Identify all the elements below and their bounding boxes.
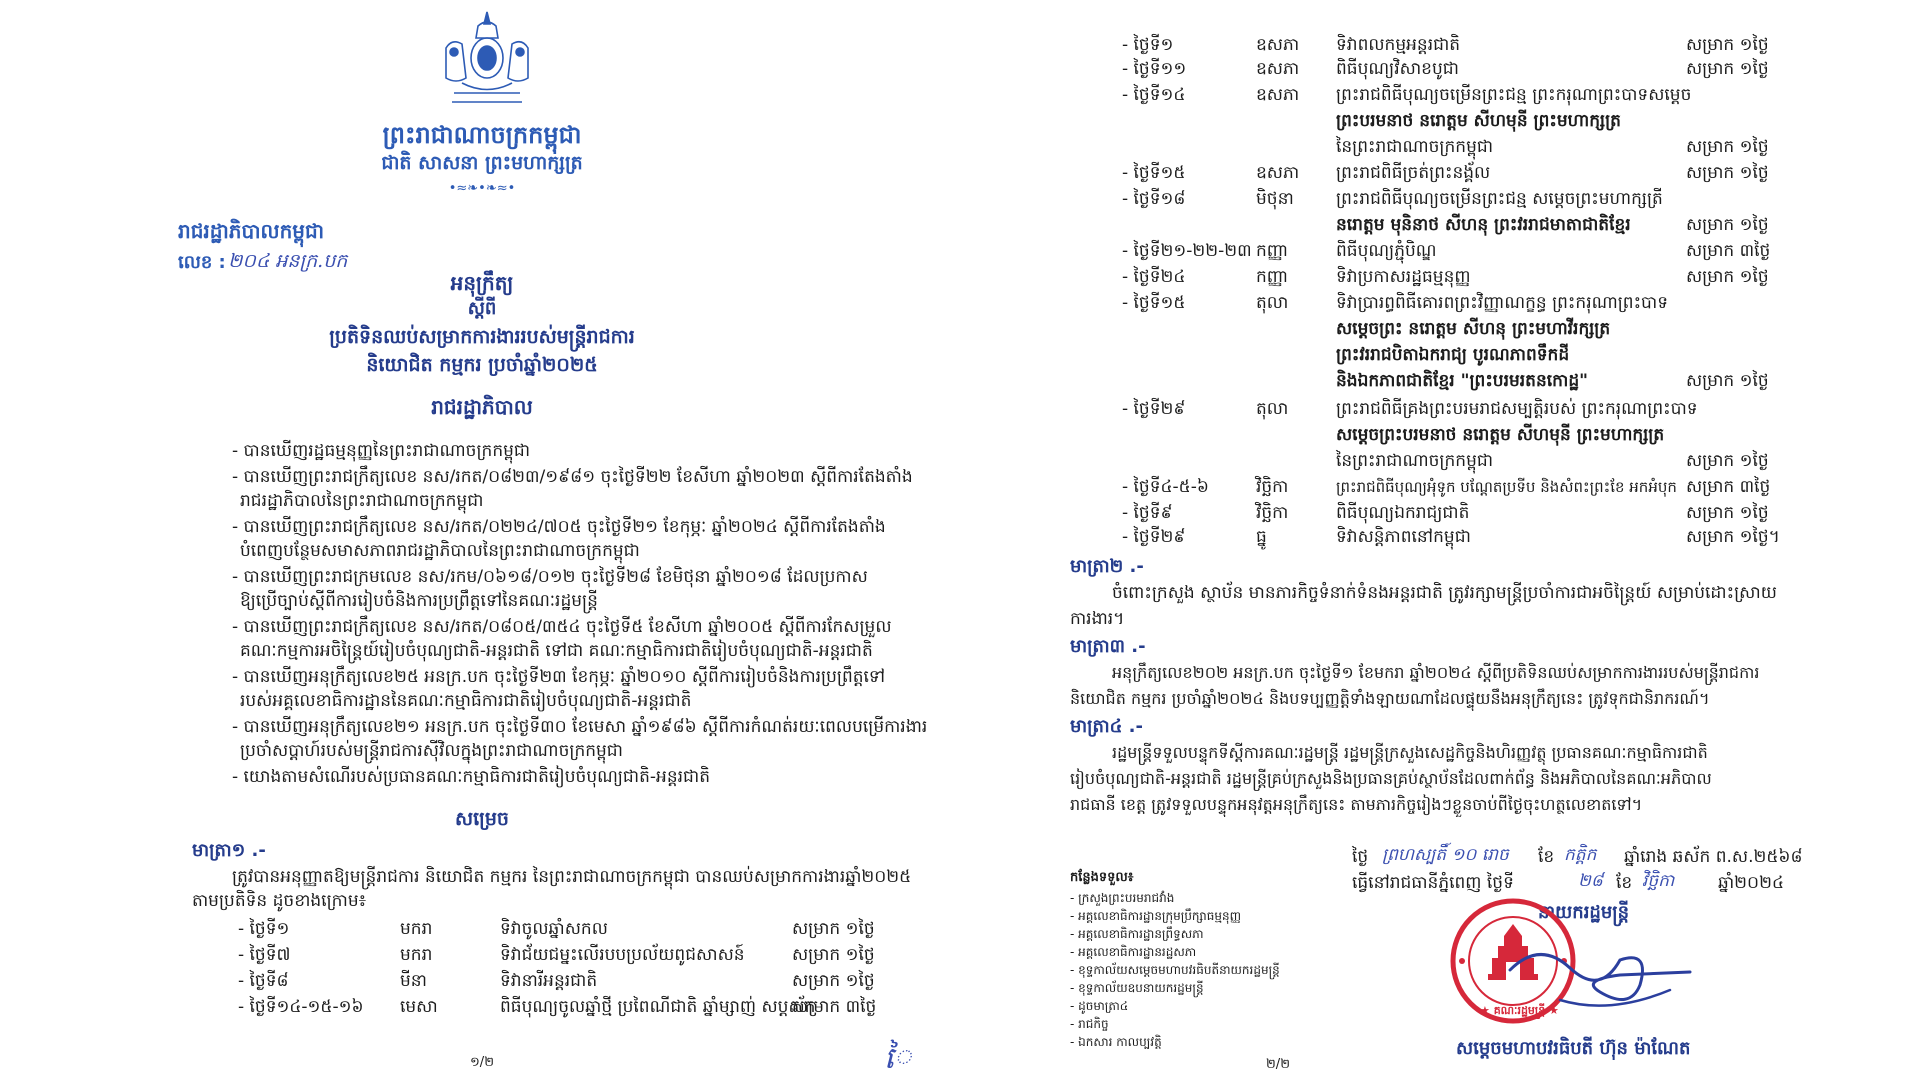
holiday-rest-days: សម្រាក ១ថ្ងៃ [1686,137,1769,157]
handwritten-initial: ៃ [884,1041,912,1076]
preamble-line: ប្រចាំសប្តាហ៍របស់មន្ត្រីរាជការស៊ីវិលក្នុងព្រះរាជាណាចក្រកម្ពុជា [240,741,623,761]
article-4-text: រដ្ឋមន្ត្រីទទួលបន្ទុកទីស្តីការគណៈរដ្ឋមន្ត្រី រដ្ឋមន្ត្រីក្រសួងសេដ្ឋកិច្ចនិងហិរញ្ញវត្ថុ ប្រធានគណៈកម្មាធិការជាតិ [1112,743,1708,762]
holiday-rest-days: សម្រាក ១ថ្ងៃ [1686,163,1769,183]
holiday-name: ទិវាចូលឆ្នាំសកល [500,919,608,939]
article-3-text: និយោជិត កម្មករ ប្រចាំឆ្នាំ២០២៤ និងបទប្បញ្ញត្តិទាំងឡាយណាដែលផ្ទុយនឹងអនុក្រឹត្យនេះ ត្រូវទុកជានិរាករណ៍។ [1070,689,1710,708]
recipient-item: - ខុទ្ទកាល័យសម្តេចមហាបវរធិបតីនាយករដ្ឋមន្ត្រី [1070,963,1280,977]
holiday-day: - ថ្ងៃទី២១-២២-២៣ [1122,241,1252,261]
recipient-item: - ក្រសួងព្រះបរមរាជវាំង [1070,891,1175,905]
holiday-day: - ថ្ងៃទី១៥ [1122,293,1186,313]
date-prefix: ថ្ងៃ [1352,847,1369,867]
holiday-rest-days: សម្រាក ១ថ្ងៃ [792,971,875,991]
preamble-line: - បានឃើញរដ្ឋធម្មនុញ្ញនៃព្រះរាជាណាចក្រកម្ពុជា [232,441,531,461]
holiday-name: ទិវាសន្តិភាពនៅកម្ពុជា [1336,527,1471,547]
holiday-month: ឧសភា [1256,59,1300,79]
article-3-text: អនុក្រឹត្យលេខ២០២ អនក្រ.បក ចុះថ្ងៃទី១ ខែមករា ឆ្នាំ២០២៤ ស្តីពីប្រតិទិនឈប់សម្រាកការងាររបស់មន្ត្រីរាជការ [1112,663,1760,682]
holiday-day: - ថ្ងៃទី២៩ [1122,527,1186,547]
holiday-day: - ថ្ងៃទី១ [1122,35,1174,55]
holiday-name: ទិវាប្រកាសរដ្ឋធម្មនុញ្ញ [1336,267,1471,287]
seal-caption: ★ គណៈរដ្ឋមន្ត្រី ★ [1480,1004,1559,1017]
article-3-title: មាត្រា៣ .- [1070,636,1146,657]
preamble-line: - បានឃើញព្រះរាជក្រឹត្យលេខ នស/រកត/០២២៤/៧០៥ ចុះថ្ងៃទី២១ ខែកុម្ភៈ ឆ្នាំ២០២៤ ស្តីពីការតែងតាំង [232,517,886,537]
decree-subject-line2: និយោជិត កម្មករ ប្រចាំឆ្នាំ២០២៥ [366,354,598,376]
article-4-text: រាជធានី ខេត្ត ត្រូវទទួលបន្ទុកអនុវត្តអនុក្រឹត្យនេះ តាមភារកិច្ចរៀងៗខ្លួនចាប់ពីថ្ងៃចុះហត្ថលេខាតទៅ។ [1070,795,1643,814]
document-number-value: ២០៤ អនក្រ.បក [228,250,348,272]
holiday-name: នរោត្តម មុនិនាថ សីហនុ ព្រះវររាជមាតាជាតិខ្មែរ [1336,215,1631,235]
holiday-name: ព្រះបរមនាថ នរោត្តម សីហមុនី ព្រះមហាក្សត្រ [1336,111,1621,131]
holiday-name: សម្តេចព្រះ នរោត្តម សីហនុ ព្រះមហាវីរក្សត្រ [1336,319,1611,339]
holiday-rest-days: សម្រាក ១ថ្ងៃ [1686,451,1769,471]
holiday-month: តុលា [1256,399,1289,419]
holiday-month: តុលា [1256,293,1289,313]
document-page-2 [1030,0,1920,1080]
holiday-day: - ថ្ងៃទី២៤ [1122,267,1186,287]
holiday-name: ពិធីបុណ្យវិសាខបូជា [1336,59,1459,79]
royal-coat-of-arms-icon [432,8,542,108]
holiday-name: សម្តេចព្រះបរមនាថ នរោត្តម សីហមុនី ព្រះមហាក្សត្រ [1336,425,1665,445]
holiday-name: ទិវាពលកម្មអន្តរជាតិ [1336,35,1461,55]
document-number-label: លេខ : [178,252,226,273]
holiday-name: ព្រះរាជពិធីបុណ្យចម្រើនព្រះជន្ម សម្តេចព្រះមហាក្សត្រី [1336,189,1663,209]
gregorian-year: ឆ្នាំ២០២៤ [1718,873,1784,893]
holiday-rest-days: សម្រាក ១ថ្ងៃ [1686,59,1769,79]
article-2-text: ចំពោះក្រសួង ស្ថាប័ន មានភារកិច្ចទំនាក់ទំនងអន្តរជាតិ ត្រូវរក្សាមន្ត្រីប្រចាំការជាអចិន្ត្រៃយ៍ សម្រាប់ដោះស្រាយ [1112,583,1777,603]
preamble-line: បំពេញបន្ថែមសមាសភាពរាជរដ្ឋាភិបាលនៃព្រះរាជាណាចក្រកម្ពុជា [240,541,640,561]
holiday-month: ធ្នូ [1256,527,1267,547]
holiday-rest-days: សម្រាក ១ថ្ងៃ [792,945,875,965]
holiday-name: ទិវានារីអន្តរជាតិ [500,971,598,991]
holiday-rest-days: សម្រាក ១ថ្ងៃ [792,919,875,939]
holiday-name: ពិធីបុណ្យឯករាជ្យជាតិ [1336,503,1470,523]
holiday-month: ឧសភា [1256,85,1300,105]
decides-heading: សម្រេច [455,808,509,830]
handwritten-day: ២៨ [1578,871,1603,891]
prime-minister-signature [1500,930,1700,1020]
preamble-line: របស់អគ្គលេខាធិការដ្ឋាននៃគណៈកម្មាធិការជាតិរៀបចំបុណ្យជាតិ-អន្តរជាតិ [240,691,692,711]
article-2-text: ការងារ។ [1070,609,1125,629]
place-date-prefix: ធ្វើនៅរាជធានីភ្នំពេញ ថ្ងៃទី [1352,873,1514,893]
recipient-item: - ខុទ្ទកាល័យឧបនាយករដ្ឋមន្ត្រី [1070,981,1204,995]
holiday-day: - ថ្ងៃទី១ [238,919,290,939]
lunar-year: ឆ្នាំរោង ឆស័ក ព.ស.២៥៦៨ [1624,847,1803,867]
article-4-text: រៀបចំបុណ្យជាតិ-អន្តរជាតិ រដ្ឋមន្ត្រីគ្រប់ក្រសួងនិងប្រធានគ្រប់ស្ថាប័នដែលពាក់ព័ន្ធ និងអភិបាលនៃគណៈអភិបាល [1070,769,1712,788]
holiday-name: នៃព្រះរាជាណាចក្រកម្ពុជា [1336,451,1494,471]
article-1-text: ត្រូវបានអនុញ្ញាតឱ្យមន្ត្រីរាជការ និយោជិត កម្មករ នៃព្រះរាជាណាចក្រកម្ពុជា បានឈប់សម្រាកការងារឆ្នាំ២០២៥ [232,867,912,887]
holiday-rest-days: សម្រាក ១ថ្ងៃ [1686,371,1769,391]
holiday-month: កញ្ញា [1256,267,1289,287]
decree-title: អនុក្រឹត្យ [450,271,514,295]
recipient-item: - ដូចមាត្រា៤ [1070,999,1129,1013]
holiday-month: វិច្ឆិកា [1256,503,1289,523]
holiday-name: ពិធីបុណ្យចូលឆ្នាំថ្មី ប្រពៃណីជាតិ ឆ្នាំម្សាញ់ សប្តស័ក [500,997,816,1017]
holiday-rest-days: សម្រាក ១ថ្ងៃ [1686,215,1769,235]
holiday-rest-days: សម្រាក ១ថ្ងៃ [1686,267,1769,287]
holiday-day: - ថ្ងៃទី៨ [238,971,289,991]
holiday-day: - ថ្ងៃទី១៥ [1122,163,1186,183]
page-number: ១/២ [469,1055,495,1070]
article-1-title: មាត្រា១ .- [192,840,266,861]
holiday-day: - ថ្ងៃទី១៤-១៥-១៦ [238,997,364,1017]
preamble-line: ឱ្យប្រើច្បាប់ស្តីពីការរៀបចំនិងការប្រព្រឹត្តទៅនៃគណៈរដ្ឋមន្ត្រី [240,591,598,611]
holiday-rest-days: សម្រាក ១ថ្ងៃ។ [1686,527,1780,547]
holiday-month: មិថុនា [1256,189,1294,209]
holiday-month: ឧសភា [1256,163,1300,183]
national-motto: ជាតិ សាសនា ព្រះមហាក្សត្រ [381,152,583,174]
preamble-line: - យោងតាមសំណើរបស់ប្រធានគណៈកម្មាធិការជាតិរៀបចំបុណ្យជាតិ-អន្តរជាតិ [232,767,710,787]
decree-title-on: ស្តីពី [467,298,497,319]
preamble-line: - បានឃើញព្រះរាជក្រឹត្យលេខ នស/រកត/០៨០៥/៣៥៤ ចុះថ្ងៃទី៥ ខែសីហា ឆ្នាំ២០០៥ ស្តីពីការកែសម្រួល [232,617,892,637]
government-name: រាជរដ្ឋាភិបាលកម្ពុជា [178,219,324,243]
recipient-item: - អគ្គលេខាធិការដ្ឋានក្រុមប្រឹក្សាធម្មនុញ្ញ [1070,909,1242,923]
recipient-item: - រាជកិច្ច [1070,1017,1109,1031]
handwritten-date: ព្រហស្បតិ៍ ១០ រោច [1382,845,1509,865]
kingdom-heading: ព្រះរាជាណាចក្រកម្ពុជា [382,121,582,149]
preamble-line: រាជរដ្ឋាភិបាលនៃព្រះរាជាណាចក្រកម្ពុជា [240,491,484,511]
holiday-name: ទិវាជ័យជម្នះលើរបបប្រល័យពូជសាសន៍ [500,945,745,965]
handwritten-month: កត្តិក [1564,845,1597,865]
holiday-month: មករា [400,945,433,965]
holiday-day: - ថ្ងៃទី១១ [1122,59,1187,79]
page-number: ២/២ [1265,1057,1291,1072]
holiday-name: ពិធីបុណ្យភ្ជុំបិណ្ឌ [1336,241,1437,261]
holiday-rest-days: សម្រាក ៣ថ្ងៃ [1686,241,1771,261]
holiday-name: ព្រះរាជពិធីច្រត់ព្រះនង្គ័ល [1336,163,1491,183]
holiday-month: មករា [400,919,433,939]
recipient-item: - អគ្គលេខាធិការដ្ឋានព្រឹទ្ធសភា [1070,927,1204,941]
recipient-item: - អគ្គលេខាធិការដ្ឋានរដ្ឋសភា [1070,945,1197,959]
holiday-name: នៃព្រះរាជាណាចក្រកម្ពុជា [1336,137,1494,157]
holiday-rest-days: សម្រាក ៣ថ្ងៃ [1686,477,1771,497]
holiday-name: ព្រះរាជពិធីបុណ្យចម្រើនព្រះជន្ម ព្រះករុណាព្រះបាទសម្តេច [1336,85,1692,105]
recipients-title: កន្លែងទទួល៖ [1070,870,1134,885]
preamble-line: គណៈកម្មការអចិន្ត្រៃយ៍រៀបចំបុណ្យជាតិ-អន្តរជាតិ ទៅជា គណៈកម្មាធិការជាតិរៀបចំបុណ្យជាតិ-អន្តរជាតិ [240,641,873,661]
article-2-title: មាត្រា២ .- [1070,556,1144,577]
holiday-month: មេសា [400,997,438,1017]
holiday-day: - ថ្ងៃទី២៩ [1122,399,1186,419]
preamble-line: - បានឃើញអនុក្រឹត្យលេខ២៥ អនក្រ.បក ចុះថ្ងៃទី២៣ ខែកុម្ភៈ ឆ្នាំ២០១០ ស្តីពីការរៀបចំនិងការប្រព្រឹត្តទៅ [232,667,886,687]
holiday-month: វិច្ឆិកា [1256,477,1289,497]
holiday-day: - ថ្ងៃទី៤-៥-៦ [1122,477,1209,497]
holiday-rest-days: សម្រាក ១ថ្ងៃ [1686,503,1769,523]
holiday-name: ព្រះវររាជបិតាឯករាជ្យ បូរណភាពទឹកដី [1336,345,1570,365]
holiday-day: - ថ្ងៃទី៩ [1122,503,1173,523]
preamble-line: - បានឃើញព្រះរាជក្រឹត្យលេខ នស/រកត/០៨២៣/១៩៨១ ចុះថ្ងៃទី២២ ខែសីហា ឆ្នាំ២០២៣ ស្តីពីការតែងតាំង [232,467,913,487]
holiday-name: និងឯកភាពជាតិខ្មែរ "ព្រះបរមរតនកោដ្ឋ" [1336,371,1588,391]
prime-minister-title: នាយករដ្ឋមន្ត្រី [1538,902,1630,923]
article-1-text: តាមប្រតិទិន ដូចខាងក្រោម៖ [192,891,367,911]
holiday-day: - ថ្ងៃទី១៤ [1122,85,1186,105]
ornament-divider: •≈❧•❧≈• [448,181,516,196]
holiday-month: ឧសភា [1256,35,1300,55]
date-month-label: ខែ [1538,847,1555,867]
issuing-body: រាជរដ្ឋាភិបាល [431,395,533,419]
document-page-1 [0,0,950,1080]
preamble-line: - បានឃើញព្រះរាជក្រមលេខ នស/រកម/០៦១៨/០១២ ចុះថ្ងៃទី២៨ ខែមិថុនា ឆ្នាំ២០១៨ ដែលប្រកាស [232,567,868,587]
holiday-day: - ថ្ងៃទី៧ [238,945,291,965]
article-4-title: មាត្រា៤ .- [1070,716,1143,737]
handwritten-month: វិច្ឆិកា [1642,871,1675,891]
prime-minister-name: សម្តេចមហាបវរធិបតី ហ៊ុន ម៉ាណែត [1456,1038,1691,1059]
holiday-month: មីនា [400,971,427,991]
holiday-name: ព្រះរាជពិធីគ្រងព្រះបរមរាជសម្បត្តិរបស់ ព្រះករុណាព្រះបាទ [1336,399,1698,419]
holiday-rest-days: សម្រាក ៣ថ្ងៃ [792,997,877,1017]
holiday-name: ព្រះរាជពិធីបុណ្យអុំទូក បណ្តែតប្រទីប និងសំពះព្រះខែ អកអំបុក [1336,478,1677,496]
holiday-rest-days: សម្រាក ១ថ្ងៃ [1686,35,1769,55]
holiday-month: កញ្ញា [1256,241,1289,261]
decree-subject-line1: ប្រតិទិនឈប់សម្រាកការងាររបស់មន្ត្រីរាជការ [329,326,635,348]
holiday-day: - ថ្ងៃទី១៨ [1122,189,1186,209]
holiday-name: ទិវាប្រារព្ធពិធីគោរពព្រះវិញ្ញាណក្ខន្ធ ព្រះករុណាព្រះបាទ [1336,293,1669,313]
date-month-label: ខែ [1616,873,1633,893]
recipient-item: - ឯកសារ កាលប្បវត្តិ [1070,1035,1162,1049]
preamble-line: - បានឃើញអនុក្រឹត្យលេខ២១ អនក្រ.បក ចុះថ្ងៃទី៣០ ខែមេសា ឆ្នាំ១៩៨៦ ស្តីពីការកំណត់រយៈពេលបម្រើការងារ [232,717,928,737]
